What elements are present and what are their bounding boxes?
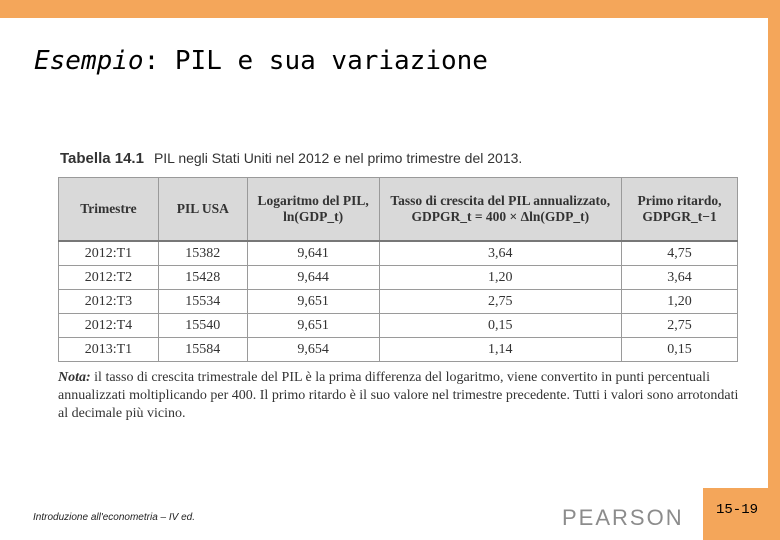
right-accent-bar bbox=[768, 0, 780, 540]
cell-log-gdp: 9,651 bbox=[247, 314, 379, 338]
cell-log-gdp: 9,651 bbox=[247, 290, 379, 314]
cell-gdp: 15428 bbox=[158, 266, 247, 290]
top-accent-bar bbox=[0, 0, 780, 18]
table-caption bbox=[60, 150, 522, 167]
cell-log-gdp: 9,644 bbox=[247, 266, 379, 290]
column-header-growth-rate: Tasso di crescita del PIL annualizzato, GDPGR_t = 400 × Δln(GDP_t) bbox=[379, 178, 622, 242]
pearson-logo: PEARSON bbox=[562, 505, 684, 530]
cell-lag: 0,15 bbox=[622, 338, 738, 362]
cell-gdp: 15382 bbox=[158, 241, 247, 266]
cell-quarter: 2013:T1 bbox=[59, 338, 159, 362]
column-header-logarithm: Logaritmo del PIL, ln(GDP_t) bbox=[247, 178, 379, 242]
table-row bbox=[59, 314, 738, 338]
gdp-table bbox=[58, 177, 738, 362]
table-note-label: Nota: bbox=[58, 370, 91, 385]
footer-book-title: Introduzione all'econometria – IV ed. bbox=[33, 512, 196, 523]
cell-lag: 3,64 bbox=[622, 266, 738, 290]
slide-title-rest: : PIL e sua variazione bbox=[143, 46, 488, 76]
table-note bbox=[58, 369, 744, 423]
page-number: 15-19 bbox=[715, 502, 758, 518]
cell-growth: 1,20 bbox=[379, 266, 622, 290]
cell-growth: 2,75 bbox=[379, 290, 622, 314]
cell-lag: 2,75 bbox=[622, 314, 738, 338]
column-header-pil: PIL USA bbox=[158, 178, 247, 242]
table-caption-text: PIL negli Stati Uniti nel 2012 e nel primo trimestre del 2013. bbox=[153, 150, 523, 166]
cell-log-gdp: 9,641 bbox=[247, 241, 379, 266]
page-number-box bbox=[703, 488, 780, 540]
cell-quarter: 2012:T2 bbox=[59, 266, 159, 290]
cell-gdp: 15540 bbox=[158, 314, 247, 338]
table-note-text: il tasso di crescita trimestrale del PIL è la prima differenza del logaritmo, viene convertito in punti percentuali annualizzati moltiplicando per 400. Il primo ritardo è il suo valore nel trimestre precedente. Tutti i valori sono arrotondati al decimale più vicino. bbox=[58, 370, 739, 421]
cell-growth: 1,14 bbox=[379, 338, 622, 362]
table-caption-number: Tabella 14.1 bbox=[60, 150, 144, 167]
cell-quarter: 2012:T3 bbox=[59, 290, 159, 314]
cell-growth: 3,64 bbox=[379, 241, 622, 266]
table-header-row bbox=[59, 178, 738, 242]
cell-growth: 0,15 bbox=[379, 314, 622, 338]
slide-title bbox=[34, 46, 488, 76]
cell-lag: 4,75 bbox=[622, 241, 738, 266]
slide-title-italic: Esempio bbox=[34, 46, 144, 76]
table-row bbox=[59, 241, 738, 266]
table-row bbox=[59, 266, 738, 290]
cell-quarter: 2012:T1 bbox=[59, 241, 159, 266]
cell-gdp: 15534 bbox=[158, 290, 247, 314]
cell-lag: 1,20 bbox=[622, 290, 738, 314]
column-header-trimestre: Trimestre bbox=[59, 178, 159, 242]
table-row bbox=[59, 290, 738, 314]
cell-gdp: 15584 bbox=[158, 338, 247, 362]
table-row bbox=[59, 338, 738, 362]
column-header-first-lag: Primo ritardo, GDPGR_t−1 bbox=[622, 178, 738, 242]
cell-quarter: 2012:T4 bbox=[59, 314, 159, 338]
cell-log-gdp: 9,654 bbox=[247, 338, 379, 362]
